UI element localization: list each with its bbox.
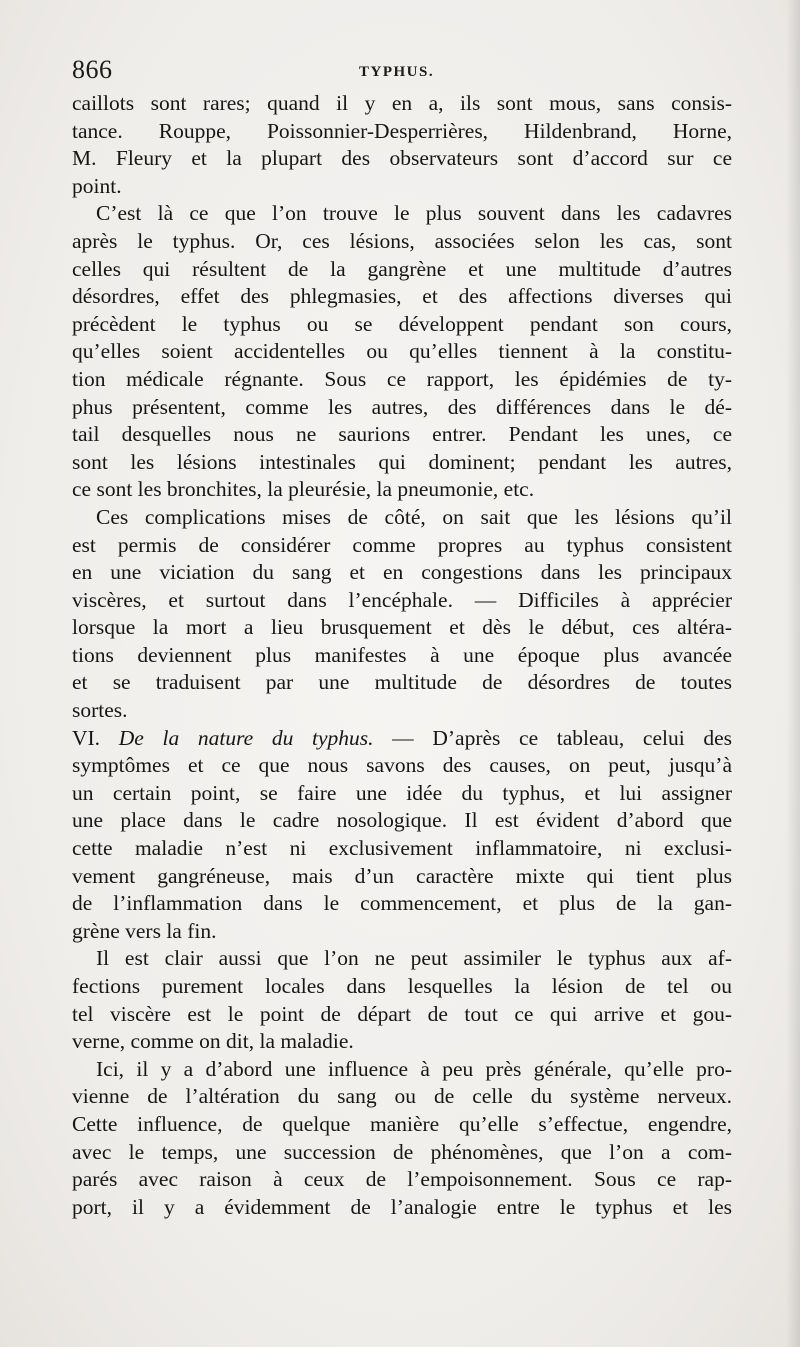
paragraph-start-line: Il est clair aussi que l’on ne peut assimiler le typhus aux af-	[96, 946, 732, 971]
text-line: phus présentent, comme les autres, des différences dans le dé-	[72, 394, 732, 419]
body-text	[72, 90, 732, 1221]
running-title: TYPHUS.	[359, 64, 435, 80]
text-line: sont les lésions intestinales qui dominent; pendant les autres,	[72, 449, 732, 474]
text-line: tel viscère est le point de départ de tout ce qui arrive et gou-	[72, 1001, 732, 1026]
text-line: sortes.	[72, 698, 128, 723]
text-line: vement gangréneuse, mais d’un caractère mixte qui tient plus	[72, 863, 732, 888]
text-line: fections purement locales dans lesquelles la lésion de tel ou	[72, 974, 732, 998]
text-line: et se traduisent par une multitude de désordres de toutes	[72, 670, 732, 695]
text-line: une place dans le cadre nosologique. Il est évident d’abord que	[72, 808, 732, 833]
page-edge-shadow	[786, 0, 800, 1347]
section-heading-line	[72, 725, 732, 753]
text-line: tions deviennent plus manifestes à une époque plus avancée	[72, 642, 732, 667]
text-line: de l’inflammation dans le commencement, et plus de la gan-	[72, 891, 732, 916]
text-line: tion médicale régnante. Sous ce rapport, les épidémies de ty-	[72, 366, 732, 391]
text-line: qu’elles soient accidentelles ou qu’elles tiennent à la constitu-	[72, 339, 732, 364]
text-line: lorsque la mort a lieu brusquement et dès le début, ces altéra-	[72, 615, 732, 640]
text-line: désordres, effet des phlegmasies, et des affections diverses qui	[72, 284, 732, 309]
text-line: après le typhus. Or, ces lésions, associées selon les cas, sont	[72, 228, 732, 253]
section-number: VI.	[72, 725, 119, 750]
text-line: grène vers la fin.	[72, 918, 217, 943]
text-line: vienne de l’altération du sang ou de celle du système nerveux.	[72, 1084, 732, 1109]
text-line: caillots sont rares; quand il y en a, ils sont mous, sans consis-	[72, 91, 732, 115]
text-line: avec le temps, une succession de phénomènes, que l’on a com-	[72, 1139, 732, 1164]
text-line: port, il y a évidemment de l’analogie entre le typhus et les	[72, 1194, 732, 1219]
paragraph-start-line: C’est là ce que l’on trouve le plus souvent dans les cadavres	[96, 201, 732, 226]
text-line: viscères, et surtout dans l’encéphale. — Difficiles à apprécier	[72, 587, 732, 612]
text-line: un certain point, se faire une idée du typhus, et lui assigner	[72, 780, 732, 805]
section-heading-continuation: — D’après ce tableau, celui des	[373, 725, 733, 750]
section-title: De la nature du typhus.	[118, 725, 374, 750]
text-line: parés avec raison à ceux de l’empoisonnement. Sous ce rap-	[72, 1167, 732, 1192]
paragraph-start-line: Ici, il y a d’abord une influence à peu près générale, qu’elle pro-	[96, 1056, 732, 1081]
text-line: précèdent le typhus ou se développent pendant son cours,	[72, 311, 732, 336]
text-line: verne, comme on dit, la maladie.	[72, 1029, 354, 1054]
text-line: celles qui résultent de la gangrène et une multitude d’autres	[72, 256, 732, 281]
text-line: est permis de considérer comme propres au typhus consistent	[72, 532, 732, 557]
page-number: 866	[72, 55, 113, 84]
text-line: M. Fleury et la plupart des observateurs sont d’accord sur ce	[72, 146, 732, 171]
text-line: ce sont les bronchites, la pleurésie, la pneumonie, etc.	[72, 477, 535, 502]
text-line: tail desquelles nous ne saurions entrer. Pendant les unes, ce	[72, 422, 732, 447]
text-line: symptômes et ce que nous savons des causes, on peut, jusqu’à	[72, 753, 732, 778]
page-header	[72, 52, 732, 88]
paragraph-start-line: Ces complications mises de côté, on sait que les lésions qu’il	[96, 504, 732, 529]
text-line: tance. Rouppe, Poissonnier-Desperrières, Hildenbrand, Horne,	[72, 118, 732, 143]
text-line: Cette influence, de quelque manière qu’elle s’effectue, engendre,	[72, 1111, 732, 1136]
text-line: en une viciation du sang et en congestions dans les principaux	[72, 560, 732, 585]
text-line: cette maladie n’est ni exclusivement inflammatoire, ni exclusi-	[72, 836, 732, 861]
text-line: point.	[72, 173, 122, 198]
